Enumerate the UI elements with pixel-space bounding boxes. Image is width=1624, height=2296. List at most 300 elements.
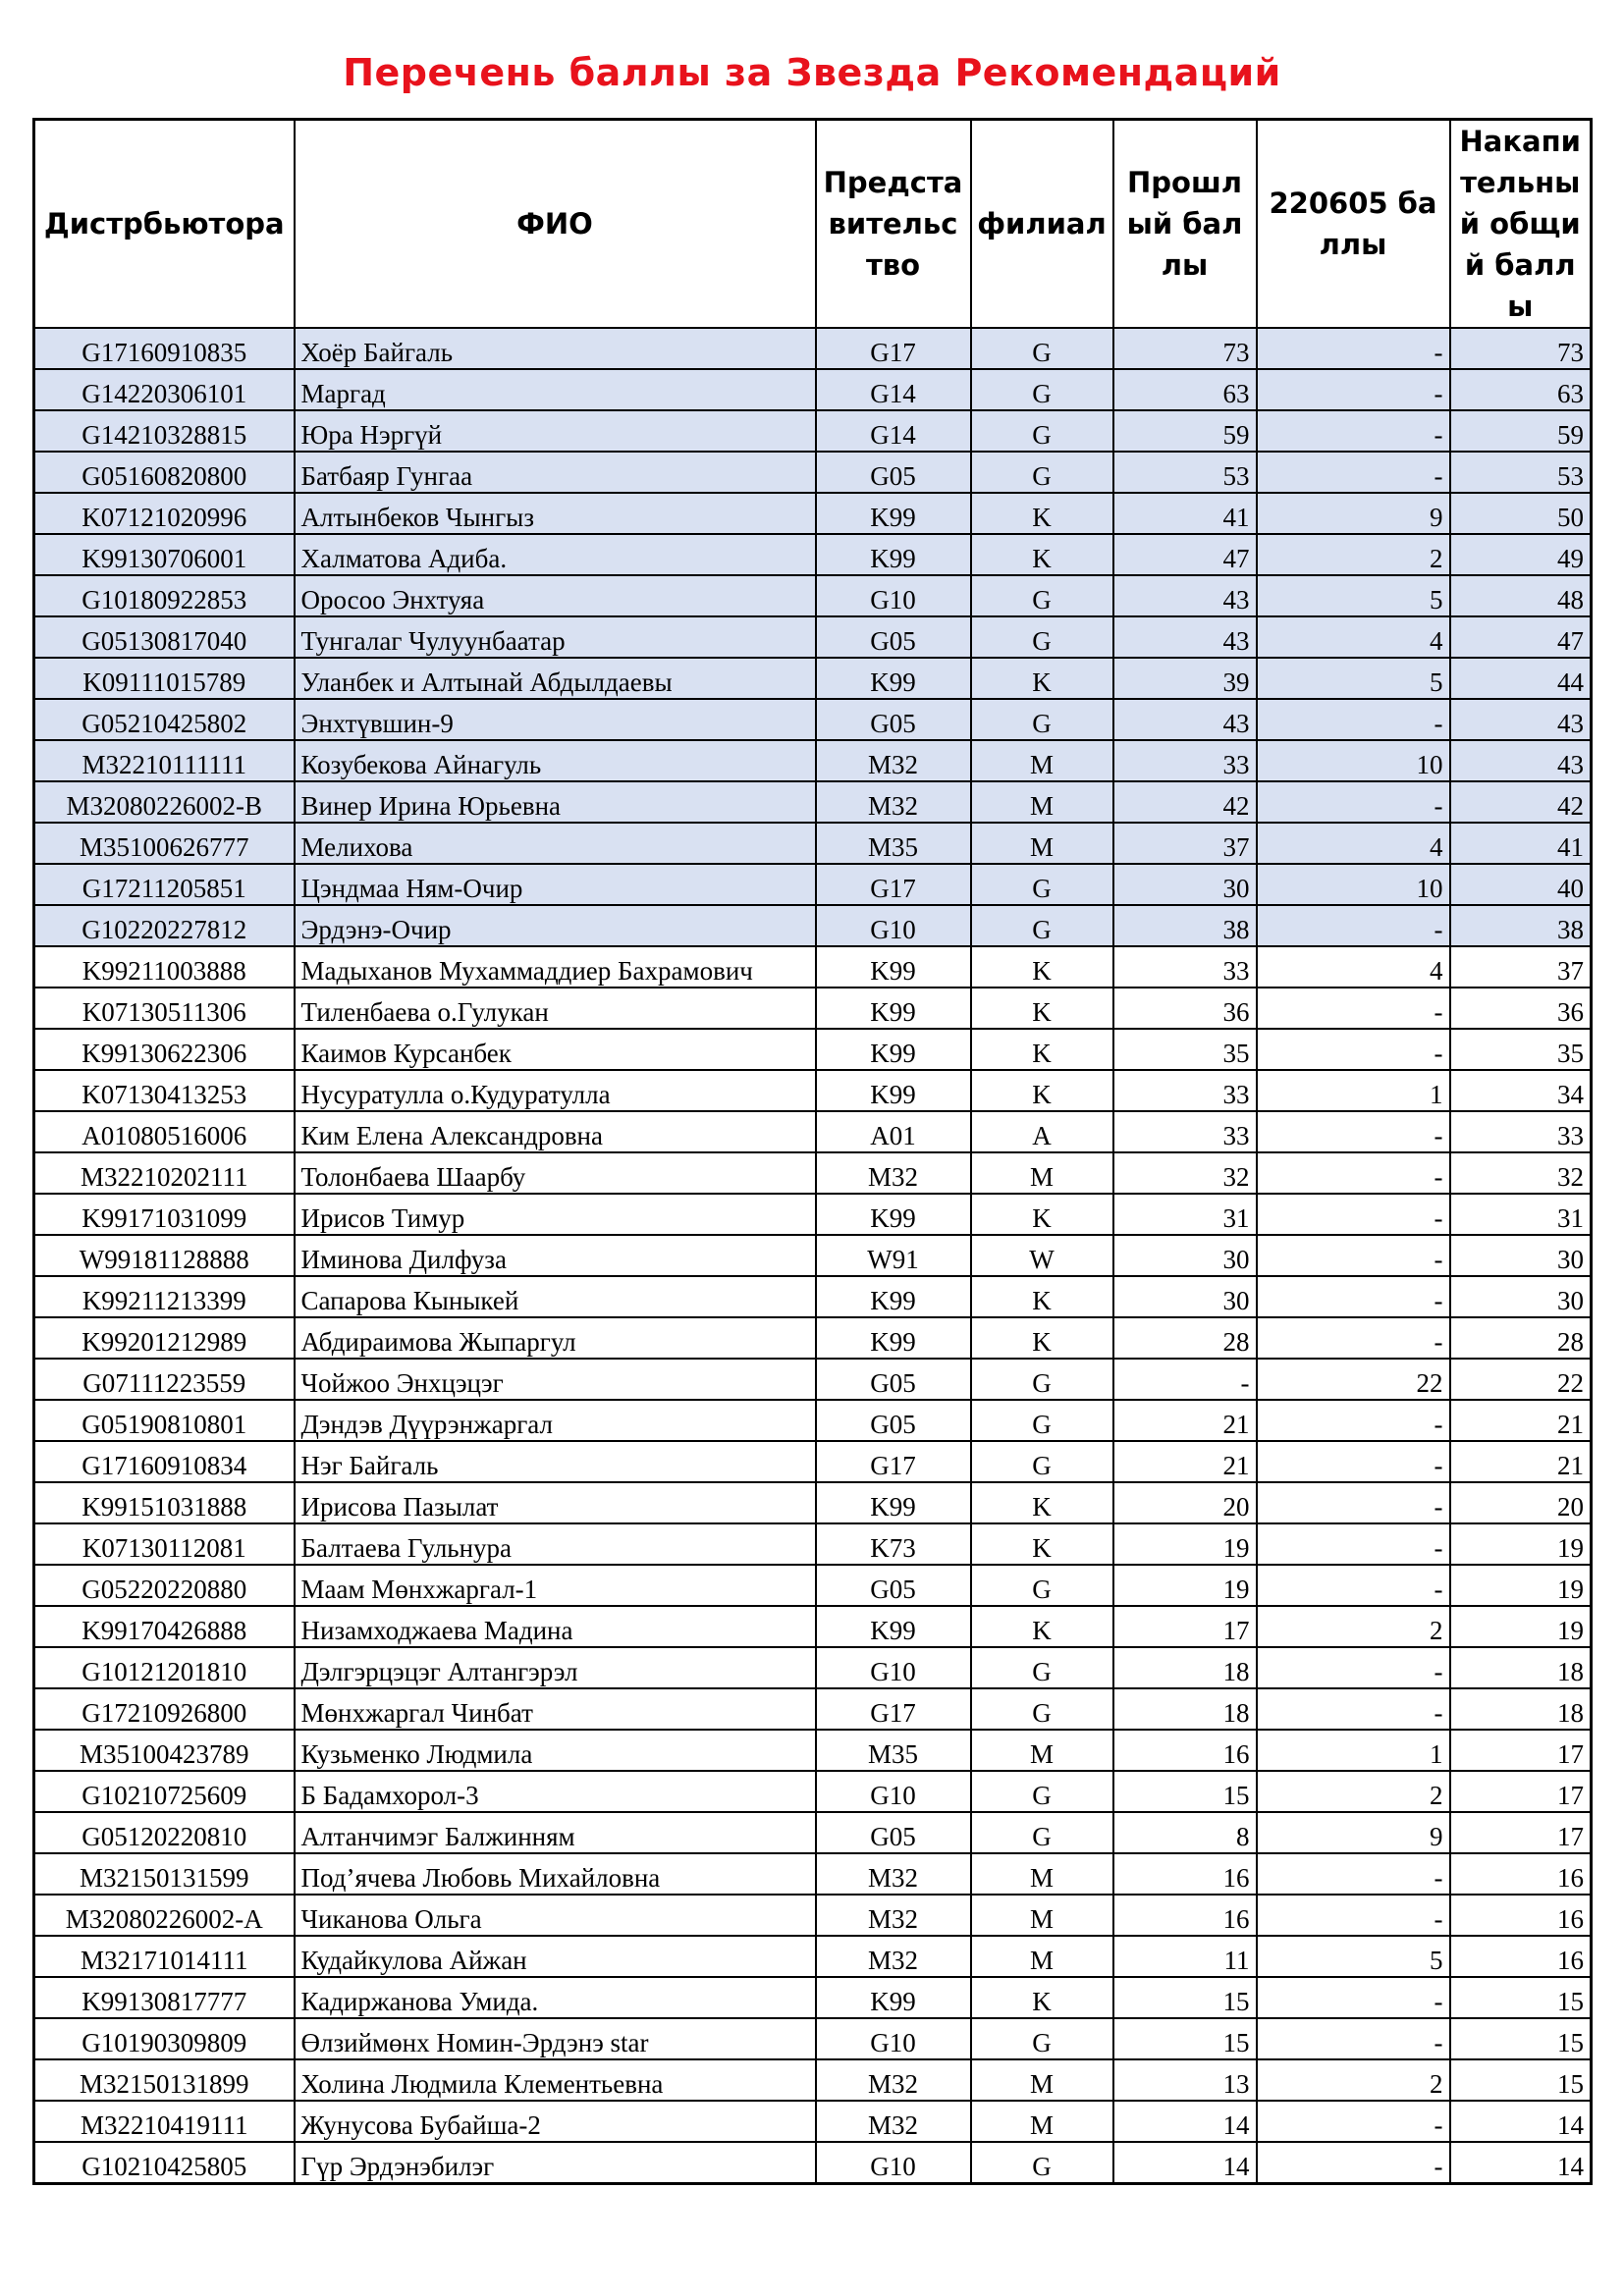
total-points-cell: 63 [1450, 369, 1592, 410]
total-points-cell: 16 [1450, 1936, 1592, 1977]
points-220605-cell: - [1257, 781, 1450, 823]
points-220605-cell: 2 [1257, 2059, 1450, 2101]
table-row [34, 1111, 1592, 1152]
name-cell: Энхтүвшин-9 [295, 699, 816, 740]
branch-cell: G [971, 1647, 1113, 1688]
table-row [34, 988, 1592, 1029]
points-220605-cell: - [1257, 1647, 1450, 1688]
table-row [34, 369, 1592, 410]
distributor-id-cell: K99171031099 [34, 1194, 295, 1235]
branch-cell: K [971, 658, 1113, 699]
branch-cell: K [971, 1606, 1113, 1647]
total-points-cell: 31 [1450, 1194, 1592, 1235]
previous-points-cell: 30 [1113, 864, 1257, 905]
previous-points-cell: 30 [1113, 1235, 1257, 1276]
table-row [34, 1606, 1592, 1647]
distributor-id-cell: K99211213399 [34, 1276, 295, 1317]
previous-points-cell: 33 [1113, 1111, 1257, 1152]
representation-cell: W91 [816, 1235, 971, 1276]
distributor-id-cell: A01080516006 [34, 1111, 295, 1152]
branch-cell: K [971, 1482, 1113, 1523]
points-220605-cell: - [1257, 2018, 1450, 2059]
table-row [34, 1895, 1592, 1936]
previous-points-cell: 33 [1113, 740, 1257, 781]
total-points-cell: 18 [1450, 1688, 1592, 1730]
name-cell: Дэндэв Дүүрэнжаргал [295, 1400, 816, 1441]
representation-cell: G10 [816, 2142, 971, 2184]
previous-points-cell: 19 [1113, 1565, 1257, 1606]
branch-cell: G [971, 1441, 1113, 1482]
total-points-cell: 43 [1450, 740, 1592, 781]
total-points-cell: 40 [1450, 864, 1592, 905]
representation-cell: K99 [816, 658, 971, 699]
representation-cell: K99 [816, 1070, 971, 1111]
distributor-id-cell: M32210111111 [34, 740, 295, 781]
table-row [34, 1276, 1592, 1317]
points-220605-cell: - [1257, 1895, 1450, 1936]
previous-points-cell: 17 [1113, 1606, 1257, 1647]
previous-points-cell: 42 [1113, 781, 1257, 823]
points-220605-cell: 10 [1257, 740, 1450, 781]
table-row [34, 1235, 1592, 1276]
points-220605-cell: - [1257, 369, 1450, 410]
table-row [34, 2142, 1592, 2184]
branch-cell: G [971, 1688, 1113, 1730]
representation-cell: K73 [816, 1523, 971, 1565]
branch-cell: M [971, 1152, 1113, 1194]
total-points-cell: 19 [1450, 1606, 1592, 1647]
total-points-cell: 32 [1450, 1152, 1592, 1194]
name-cell: Ирисов Тимур [295, 1194, 816, 1235]
table-row [34, 1400, 1592, 1441]
distributor-id-cell: K07130413253 [34, 1070, 295, 1111]
distributor-id-cell: M35100626777 [34, 823, 295, 864]
total-points-cell: 43 [1450, 699, 1592, 740]
distributor-id-cell: G10210425805 [34, 2142, 295, 2184]
table-row [34, 2018, 1592, 2059]
column-header-name: ФИО [295, 120, 816, 329]
points-220605-cell: 2 [1257, 534, 1450, 575]
representation-cell: M32 [816, 2101, 971, 2142]
representation-cell: K99 [816, 1606, 971, 1647]
distributor-id-cell: G10210725609 [34, 1771, 295, 1812]
distributor-id-cell: G17160910834 [34, 1441, 295, 1482]
table-row [34, 1359, 1592, 1400]
representation-cell: G05 [816, 616, 971, 658]
name-cell: Каимов Курсанбек [295, 1029, 816, 1070]
representation-cell: M32 [816, 1895, 971, 1936]
table-row [34, 616, 1592, 658]
table-row [34, 534, 1592, 575]
branch-cell: W [971, 1235, 1113, 1276]
representation-cell: G10 [816, 2018, 971, 2059]
total-points-cell: 19 [1450, 1565, 1592, 1606]
distributor-id-cell: G17210926800 [34, 1688, 295, 1730]
name-cell: Уланбек и Алтынай Абдылдаевы [295, 658, 816, 699]
distributor-id-cell: K99211003888 [34, 946, 295, 988]
table-row [34, 1317, 1592, 1359]
name-cell: Низамходжаева Мадина [295, 1606, 816, 1647]
table-row [34, 823, 1592, 864]
representation-cell: M32 [816, 740, 971, 781]
previous-points-cell: 18 [1113, 1688, 1257, 1730]
distributor-id-cell: G07111223559 [34, 1359, 295, 1400]
representation-cell: G10 [816, 1771, 971, 1812]
table-row [34, 328, 1592, 369]
representation-cell: G17 [816, 1441, 971, 1482]
representation-cell: G17 [816, 864, 971, 905]
representation-cell: M32 [816, 1152, 971, 1194]
representation-cell: K99 [816, 946, 971, 988]
total-points-cell: 14 [1450, 2101, 1592, 2142]
table-row [34, 1152, 1592, 1194]
representation-cell: G05 [816, 1812, 971, 1853]
table-row [34, 658, 1592, 699]
points-220605-cell: 9 [1257, 1812, 1450, 1853]
branch-cell: K [971, 1317, 1113, 1359]
branch-cell: G [971, 616, 1113, 658]
previous-points-cell: 16 [1113, 1895, 1257, 1936]
representation-cell: K99 [816, 1194, 971, 1235]
table-row [34, 1441, 1592, 1482]
branch-cell: K [971, 1523, 1113, 1565]
representation-cell: K99 [816, 1482, 971, 1523]
previous-points-cell: 20 [1113, 1482, 1257, 1523]
distributor-id-cell: K99151031888 [34, 1482, 295, 1523]
previous-points-cell: 21 [1113, 1441, 1257, 1482]
previous-points-cell: 33 [1113, 946, 1257, 988]
branch-cell: G [971, 410, 1113, 452]
name-cell: Винер Ирина Юрьевна [295, 781, 816, 823]
total-points-cell: 41 [1450, 823, 1592, 864]
points-220605-cell: - [1257, 1977, 1450, 2018]
distributor-id-cell: K99170426888 [34, 1606, 295, 1647]
branch-cell: G [971, 369, 1113, 410]
previous-points-cell: 28 [1113, 1317, 1257, 1359]
previous-points-cell: 30 [1113, 1276, 1257, 1317]
table-body [34, 328, 1592, 2184]
total-points-cell: 17 [1450, 1812, 1592, 1853]
name-cell: Халматова Адиба. [295, 534, 816, 575]
points-220605-cell: - [1257, 1441, 1450, 1482]
total-points-cell: 53 [1450, 452, 1592, 493]
branch-cell: M [971, 1895, 1113, 1936]
total-points-cell: 35 [1450, 1029, 1592, 1070]
previous-points-cell: 43 [1113, 699, 1257, 740]
total-points-cell: 50 [1450, 493, 1592, 534]
table-row [34, 1936, 1592, 1977]
points-220605-cell: - [1257, 2142, 1450, 2184]
points-220605-cell: 2 [1257, 1771, 1450, 1812]
branch-cell: M [971, 823, 1113, 864]
previous-points-cell: 53 [1113, 452, 1257, 493]
table-row [34, 1194, 1592, 1235]
branch-cell: M [971, 740, 1113, 781]
representation-cell: G05 [816, 1565, 971, 1606]
total-points-cell: 33 [1450, 1111, 1592, 1152]
name-cell: Кадиржанова Умида. [295, 1977, 816, 2018]
table-row [34, 1812, 1592, 1853]
previous-points-cell: 8 [1113, 1812, 1257, 1853]
branch-cell: G [971, 1771, 1113, 1812]
name-cell: Ким Елена Александровна [295, 1111, 816, 1152]
name-cell: Тунгалаг Чулуунбаатар [295, 616, 816, 658]
name-cell: Мадыханов Мухаммаддиер Бахрамович [295, 946, 816, 988]
branch-cell: M [971, 781, 1113, 823]
total-points-cell: 15 [1450, 2018, 1592, 2059]
distributor-id-cell: M32210419111 [34, 2101, 295, 2142]
table-row [34, 905, 1592, 946]
distributor-id-cell: G05210425802 [34, 699, 295, 740]
total-points-cell: 37 [1450, 946, 1592, 988]
name-cell: Алтынбеков Чынгыз [295, 493, 816, 534]
name-cell: Балтаева Гульнура [295, 1523, 816, 1565]
branch-cell: K [971, 1029, 1113, 1070]
table-row [34, 1730, 1592, 1771]
name-cell: Кудайкулова Айжан [295, 1936, 816, 1977]
name-cell: Гүр Эрдэнэбилэг [295, 2142, 816, 2184]
points-220605-cell: - [1257, 410, 1450, 452]
points-220605-cell: - [1257, 1482, 1450, 1523]
name-cell: Сапарова Кыныкей [295, 1276, 816, 1317]
distributor-id-cell: M35100423789 [34, 1730, 295, 1771]
table-row [34, 1565, 1592, 1606]
previous-points-cell: 47 [1113, 534, 1257, 575]
previous-points-cell: 38 [1113, 905, 1257, 946]
representation-cell: G14 [816, 410, 971, 452]
total-points-cell: 36 [1450, 988, 1592, 1029]
points-220605-cell: 1 [1257, 1070, 1450, 1111]
points-220605-cell: 1 [1257, 1730, 1450, 1771]
branch-cell: M [971, 1936, 1113, 1977]
name-cell: Нусуратулла о.Кудуратулла [295, 1070, 816, 1111]
distributor-id-cell: G05120220810 [34, 1812, 295, 1853]
distributor-id-cell: M32171014111 [34, 1936, 295, 1977]
table-row [34, 452, 1592, 493]
distributor-id-cell: K07130112081 [34, 1523, 295, 1565]
representation-cell: G05 [816, 1400, 971, 1441]
points-220605-cell: - [1257, 452, 1450, 493]
distributor-id-cell: G10190309809 [34, 2018, 295, 2059]
representation-cell: G10 [816, 905, 971, 946]
name-cell: Иминова Дилфуза [295, 1235, 816, 1276]
branch-cell: G [971, 905, 1113, 946]
branch-cell: A [971, 1111, 1113, 1152]
distributor-id-cell: K07121020996 [34, 493, 295, 534]
table-header [34, 120, 1592, 329]
representation-cell: G14 [816, 369, 971, 410]
branch-cell: K [971, 946, 1113, 988]
points-220605-cell: - [1257, 1152, 1450, 1194]
points-220605-cell: - [1257, 988, 1450, 1029]
previous-points-cell: 32 [1113, 1152, 1257, 1194]
points-220605-cell: 5 [1257, 658, 1450, 699]
name-cell: Толонбаева Шаарбу [295, 1152, 816, 1194]
branch-cell: G [971, 328, 1113, 369]
previous-points-cell: 33 [1113, 1070, 1257, 1111]
representation-cell: G05 [816, 699, 971, 740]
distributor-id-cell: G05220220880 [34, 1565, 295, 1606]
table-row [34, 1070, 1592, 1111]
distributor-id-cell: G05190810801 [34, 1400, 295, 1441]
previous-points-cell: 13 [1113, 2059, 1257, 2101]
points-220605-cell: - [1257, 1317, 1450, 1359]
total-points-cell: 42 [1450, 781, 1592, 823]
total-points-cell: 28 [1450, 1317, 1592, 1359]
table-row [34, 740, 1592, 781]
table-row [34, 1771, 1592, 1812]
distributor-id-cell: K99130817777 [34, 1977, 295, 2018]
branch-cell: K [971, 1070, 1113, 1111]
points-220605-cell: - [1257, 1400, 1450, 1441]
total-points-cell: 48 [1450, 575, 1592, 616]
previous-points-cell: 73 [1113, 328, 1257, 369]
name-cell: Козубекова Айнагуль [295, 740, 816, 781]
representation-cell: G05 [816, 452, 971, 493]
branch-cell: M [971, 1853, 1113, 1895]
points-220605-cell: 9 [1257, 493, 1450, 534]
branch-cell: G [971, 452, 1113, 493]
name-cell: Дэлгэрцэцэг Алтангэрэл [295, 1647, 816, 1688]
previous-points-cell: 36 [1113, 988, 1257, 1029]
page-title: Перечень баллы за Звезда Рекомендаций [343, 51, 1281, 94]
previous-points-cell: 43 [1113, 575, 1257, 616]
name-cell: Нэг Байгаль [295, 1441, 816, 1482]
total-points-cell: 73 [1450, 328, 1592, 369]
points-220605-cell: 5 [1257, 575, 1450, 616]
representation-cell: K99 [816, 1977, 971, 2018]
branch-cell: K [971, 493, 1113, 534]
representation-cell: M32 [816, 1853, 971, 1895]
total-points-cell: 21 [1450, 1400, 1592, 1441]
representation-cell: M32 [816, 781, 971, 823]
name-cell: Өлзиймөнх Номин-Эрдэнэ star [295, 2018, 816, 2059]
branch-cell: G [971, 575, 1113, 616]
table-row [34, 699, 1592, 740]
previous-points-cell: 31 [1113, 1194, 1257, 1235]
branch-cell: G [971, 1812, 1113, 1853]
table-row [34, 2059, 1592, 2101]
representation-cell: K99 [816, 1317, 971, 1359]
previous-points-cell: - [1113, 1359, 1257, 1400]
column-header-representation: Представительство [816, 120, 971, 329]
total-points-cell: 47 [1450, 616, 1592, 658]
points-220605-cell: 4 [1257, 946, 1450, 988]
distributor-id-cell: G10121201810 [34, 1647, 295, 1688]
name-cell: Холина Людмила Клементьевна [295, 2059, 816, 2101]
column-header-previous-points: Прошлый баллы [1113, 120, 1257, 329]
representation-cell: G17 [816, 1688, 971, 1730]
total-points-cell: 34 [1450, 1070, 1592, 1111]
name-cell: Кузьменко Людмила [295, 1730, 816, 1771]
points-220605-cell: - [1257, 905, 1450, 946]
distributor-id-cell: K99130622306 [34, 1029, 295, 1070]
distributor-id-cell: M32150131899 [34, 2059, 295, 2101]
table-row [34, 575, 1592, 616]
total-points-cell: 15 [1450, 1977, 1592, 2018]
branch-cell: K [971, 1977, 1113, 2018]
table-row [34, 1647, 1592, 1688]
column-header-branch: филиал [971, 120, 1113, 329]
previous-points-cell: 14 [1113, 2142, 1257, 2184]
points-220605-cell: 2 [1257, 1606, 1450, 1647]
table-row [34, 864, 1592, 905]
distributor-id-cell: K09111015789 [34, 658, 295, 699]
previous-points-cell: 59 [1113, 410, 1257, 452]
name-cell: Под’ячева Любовь Михайловна [295, 1853, 816, 1895]
points-220605-cell: - [1257, 1111, 1450, 1152]
previous-points-cell: 19 [1113, 1523, 1257, 1565]
total-points-cell: 16 [1450, 1895, 1592, 1936]
branch-cell: M [971, 2101, 1113, 2142]
points-220605-cell: 4 [1257, 616, 1450, 658]
branch-cell: K [971, 1276, 1113, 1317]
distributor-id-cell: G10220227812 [34, 905, 295, 946]
table-row [34, 1977, 1592, 2018]
branch-cell: G [971, 1565, 1113, 1606]
table-row [34, 1482, 1592, 1523]
points-220605-cell: 10 [1257, 864, 1450, 905]
column-header-220605-points: 220605 баллы [1257, 120, 1450, 329]
total-points-cell: 17 [1450, 1730, 1592, 1771]
total-points-cell: 17 [1450, 1771, 1592, 1812]
previous-points-cell: 15 [1113, 1977, 1257, 2018]
representation-cell: G05 [816, 1359, 971, 1400]
previous-points-cell: 35 [1113, 1029, 1257, 1070]
branch-cell: M [971, 2059, 1113, 2101]
previous-points-cell: 43 [1113, 616, 1257, 658]
representation-cell: K99 [816, 534, 971, 575]
total-points-cell: 18 [1450, 1647, 1592, 1688]
branch-cell: G [971, 1359, 1113, 1400]
total-points-cell: 19 [1450, 1523, 1592, 1565]
column-header-distributor: Дистрбьютора [34, 120, 295, 329]
previous-points-cell: 11 [1113, 1936, 1257, 1977]
total-points-cell: 22 [1450, 1359, 1592, 1400]
distributor-id-cell: G10180922853 [34, 575, 295, 616]
representation-cell: K99 [816, 988, 971, 1029]
previous-points-cell: 41 [1113, 493, 1257, 534]
branch-cell: G [971, 699, 1113, 740]
total-points-cell: 16 [1450, 1853, 1592, 1895]
representation-cell: M32 [816, 1936, 971, 1977]
table-row [34, 1853, 1592, 1895]
points-220605-cell: - [1257, 1688, 1450, 1730]
previous-points-cell: 14 [1113, 2101, 1257, 2142]
points-220605-cell: - [1257, 1565, 1450, 1606]
branch-cell: G [971, 2018, 1113, 2059]
points-220605-cell: - [1257, 328, 1450, 369]
representation-cell: M35 [816, 823, 971, 864]
points-220605-cell: - [1257, 1276, 1450, 1317]
name-cell: Батбаяр Гунгаа [295, 452, 816, 493]
distributor-id-cell: G14210328815 [34, 410, 295, 452]
name-cell: Маргад [295, 369, 816, 410]
branch-cell: K [971, 1194, 1113, 1235]
points-220605-cell: - [1257, 1853, 1450, 1895]
points-220605-cell: - [1257, 1523, 1450, 1565]
representation-cell: G17 [816, 328, 971, 369]
branch-cell: G [971, 2142, 1113, 2184]
representation-cell: A01 [816, 1111, 971, 1152]
total-points-cell: 15 [1450, 2059, 1592, 2101]
total-points-cell: 38 [1450, 905, 1592, 946]
total-points-cell: 59 [1450, 410, 1592, 452]
distributor-id-cell: G05130817040 [34, 616, 295, 658]
total-points-cell: 20 [1450, 1482, 1592, 1523]
previous-points-cell: 37 [1113, 823, 1257, 864]
representation-cell: K99 [816, 1029, 971, 1070]
